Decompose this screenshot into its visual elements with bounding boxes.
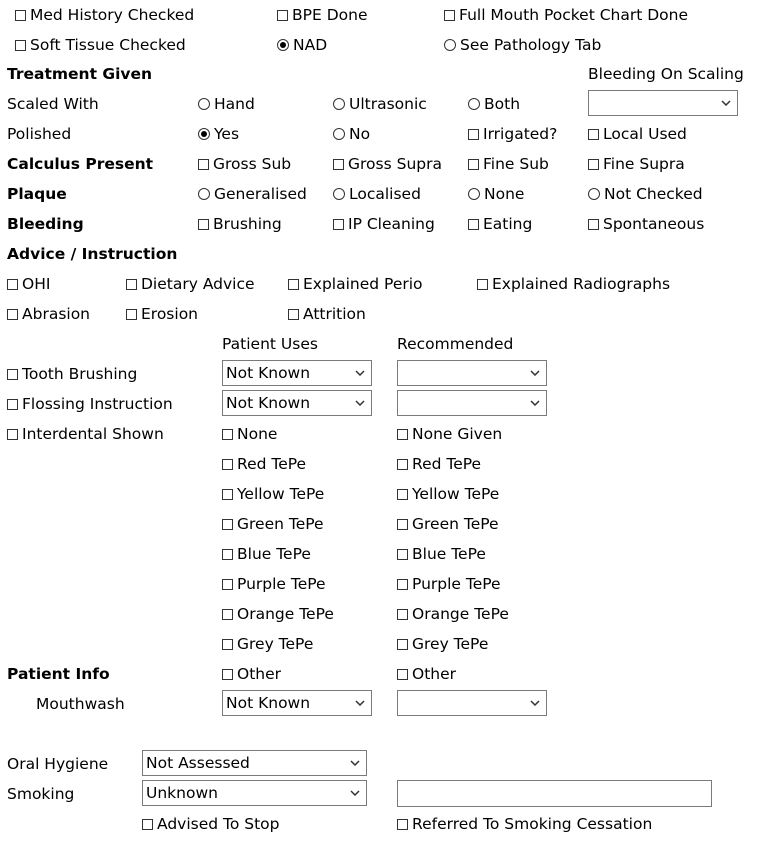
checkbox-icon — [333, 219, 344, 230]
dietary-label: Dietary Advice — [141, 275, 255, 293]
checkbox-icon — [277, 10, 288, 21]
checkbox-icon — [397, 549, 408, 560]
patient-uses-header: Patient Uses — [222, 335, 318, 353]
oral-hygiene-label: Oral Hygiene — [7, 755, 109, 773]
interdental-label: Interdental Shown — [22, 425, 164, 443]
not-checked-label: Not Checked — [604, 185, 703, 203]
bpe-done-checkbox[interactable] — [277, 6, 367, 24]
tooth-brushing-uses-select[interactable] — [222, 360, 372, 386]
rec-red-tepe-checkbox[interactable] — [397, 455, 481, 473]
uses-orange-tepe-checkbox[interactable] — [222, 605, 334, 623]
rec-blue-tepe-checkbox[interactable] — [397, 545, 486, 563]
tooth-brushing-rec-select[interactable] — [397, 360, 547, 386]
radio-icon — [333, 98, 345, 110]
calculus-present-label: Calculus Present — [7, 155, 154, 173]
checkbox-icon — [288, 279, 299, 290]
radio-icon — [468, 98, 480, 110]
uses-item-label: Orange TePe — [237, 605, 334, 623]
attrition-label: Attrition — [303, 305, 366, 323]
full-mouth-label: Full Mouth Pocket Chart Done — [459, 6, 689, 24]
checkbox-icon — [588, 159, 599, 170]
mouthwash-rec-select[interactable] — [397, 690, 547, 716]
smoking-select[interactable] — [142, 780, 367, 806]
scaled-with-label: Scaled With — [7, 95, 99, 113]
erosion-label: Erosion — [141, 305, 198, 323]
checkbox-icon — [397, 489, 408, 500]
checkbox-icon — [222, 549, 233, 560]
gross-supra-checkbox[interactable] — [333, 155, 442, 173]
rec-item-label: Green TePe — [412, 515, 499, 533]
spontaneous-checkbox[interactable] — [588, 215, 704, 233]
uses-item-label: Green TePe — [237, 515, 324, 533]
radio-icon — [333, 188, 345, 200]
checkbox-icon — [588, 129, 599, 140]
chevron-down-icon — [350, 781, 360, 805]
explained-radiographs-label: Explained Radiographs — [492, 275, 671, 293]
mouthwash-uses-select[interactable] — [222, 690, 372, 716]
smoking-label: Smoking — [7, 785, 75, 803]
checkbox-icon — [397, 639, 408, 650]
checkbox-icon — [15, 40, 26, 51]
brushing-checkbox[interactable] — [198, 215, 282, 233]
uses-item-label: Yellow TePe — [237, 485, 325, 503]
radio-icon — [198, 98, 210, 110]
flossing-uses-value: Not Known — [226, 394, 311, 412]
radio-icon — [333, 128, 345, 140]
treatment-given-heading: Treatment Given — [7, 65, 153, 83]
uses-none-checkbox[interactable] — [222, 425, 277, 443]
uses-yellow-tepe-checkbox[interactable] — [222, 485, 324, 503]
mouthwash-label: Mouthwash — [36, 695, 125, 713]
plaque-none-label: None — [484, 185, 525, 203]
flossing-rec-select[interactable] — [397, 390, 547, 416]
checkbox-icon — [333, 159, 344, 170]
soft-tissue-label: Soft Tissue Checked — [30, 36, 186, 54]
rec-item-label: Red TePe — [412, 455, 482, 473]
no-label: No — [349, 125, 371, 143]
gross-sub-label: Gross Sub — [213, 155, 292, 173]
checkbox-icon — [397, 669, 408, 680]
full-mouth-checkbox[interactable] — [444, 6, 688, 24]
checkbox-icon — [7, 399, 18, 410]
spontaneous-label: Spontaneous — [603, 215, 705, 233]
uses-item-label: None — [237, 425, 278, 443]
not-checked-radio[interactable] — [588, 185, 703, 203]
erosion-checkbox[interactable] — [126, 305, 198, 323]
chevron-down-icon — [350, 751, 360, 775]
rec-none-given-checkbox[interactable] — [397, 425, 502, 443]
checkbox-icon — [7, 369, 18, 380]
chevron-down-icon — [355, 361, 365, 385]
rec-item-label: Orange TePe — [412, 605, 509, 623]
mouthwash-uses-value: Not Known — [226, 694, 311, 712]
explained-perio-checkbox[interactable] — [288, 275, 423, 293]
gross-supra-label: Gross Supra — [348, 155, 442, 173]
checkbox-icon — [397, 579, 408, 590]
radio-icon — [468, 188, 480, 200]
oral-hygiene-value: Not Assessed — [146, 754, 250, 772]
rec-item-label: Grey TePe — [412, 635, 489, 653]
checkbox-icon — [468, 129, 479, 140]
checkbox-icon — [222, 669, 233, 680]
rec-green-tepe-checkbox[interactable] — [397, 515, 499, 533]
bleeding-on-scaling-label: Bleeding On Scaling — [588, 65, 744, 83]
chevron-down-icon — [721, 91, 731, 115]
abrasion-checkbox[interactable] — [7, 305, 90, 323]
checkbox-icon — [468, 159, 479, 170]
local-used-checkbox[interactable] — [588, 125, 687, 143]
checkbox-icon — [7, 309, 18, 320]
tooth-brushing-label: Tooth Brushing — [22, 365, 138, 383]
ip-cleaning-checkbox[interactable] — [333, 215, 435, 233]
flossing-checkbox[interactable] — [7, 395, 173, 413]
smoking-notes-input[interactable] — [397, 780, 712, 807]
hand-radio[interactable] — [198, 95, 255, 113]
checkbox-icon — [397, 519, 408, 530]
polished-label: Polished — [7, 125, 72, 143]
rec-other-checkbox[interactable] — [397, 665, 456, 683]
rec-item-label: Other — [412, 665, 457, 683]
checkbox-icon — [477, 279, 488, 290]
checkbox-icon — [222, 579, 233, 590]
localised-label: Localised — [349, 185, 421, 203]
uses-red-tepe-checkbox[interactable] — [222, 455, 306, 473]
radio-icon — [444, 39, 456, 51]
tooth-brushing-uses-value: Not Known — [226, 364, 311, 382]
plaque-none-radio[interactable] — [468, 185, 524, 203]
polished-yes-radio[interactable] — [198, 125, 239, 143]
checkbox-icon — [222, 459, 233, 470]
oral-hygiene-select[interactable] — [142, 750, 367, 776]
irrigated-label: Irrigated? — [483, 125, 558, 143]
ip-cleaning-label: IP Cleaning — [348, 215, 435, 233]
uses-purple-tepe-checkbox[interactable] — [222, 575, 326, 593]
rec-item-label: Blue TePe — [412, 545, 486, 563]
tooth-brushing-checkbox[interactable] — [7, 365, 137, 383]
checkbox-icon — [198, 219, 209, 230]
bpe-done-label: BPE Done — [292, 6, 368, 24]
checkbox-icon — [7, 279, 18, 290]
rec-orange-tepe-checkbox[interactable] — [397, 605, 509, 623]
rec-yellow-tepe-checkbox[interactable] — [397, 485, 499, 503]
explained-radiographs-checkbox[interactable] — [477, 275, 670, 293]
explained-perio-label: Explained Perio — [303, 275, 423, 293]
both-label: Both — [484, 95, 521, 113]
checkbox-icon — [397, 819, 408, 830]
checkbox-icon — [222, 489, 233, 500]
rec-item-label: Purple TePe — [412, 575, 501, 593]
local-used-label: Local Used — [603, 125, 687, 143]
chevron-down-icon — [530, 691, 540, 715]
checkbox-icon — [198, 159, 209, 170]
patient-info-heading: Patient Info — [7, 665, 110, 683]
ohi-checkbox[interactable] — [7, 275, 50, 293]
checkbox-icon — [7, 429, 18, 440]
referred-checkbox[interactable] — [397, 815, 652, 833]
uses-green-tepe-checkbox[interactable] — [222, 515, 324, 533]
ultrasonic-label: Ultrasonic — [349, 95, 427, 113]
gross-sub-checkbox[interactable] — [198, 155, 291, 173]
uses-item-label: Other — [237, 665, 282, 683]
radio-selected-icon — [277, 39, 289, 51]
see-pathology-label: See Pathology Tab — [460, 36, 602, 54]
uses-other-checkbox[interactable] — [222, 665, 281, 683]
rec-purple-tepe-checkbox[interactable] — [397, 575, 501, 593]
nad-label: NAD — [293, 36, 328, 54]
eating-checkbox[interactable] — [468, 215, 532, 233]
bleeding-label: Bleeding — [7, 215, 84, 233]
hand-label: Hand — [214, 95, 255, 113]
dietary-checkbox[interactable] — [126, 275, 255, 293]
fine-supra-checkbox[interactable] — [588, 155, 685, 173]
checkbox-icon — [222, 609, 233, 620]
rec-item-label: Yellow TePe — [412, 485, 500, 503]
yes-label: Yes — [214, 125, 240, 143]
localised-radio[interactable] — [333, 185, 421, 203]
checkbox-icon — [222, 429, 233, 440]
fine-supra-label: Fine Supra — [603, 155, 685, 173]
med-history-checkbox[interactable] — [15, 6, 194, 24]
fine-sub-checkbox[interactable] — [468, 155, 549, 173]
flossing-uses-select[interactable] — [222, 390, 372, 416]
advised-to-stop-checkbox[interactable] — [142, 815, 280, 833]
checkbox-icon — [397, 429, 408, 440]
checkbox-icon — [468, 219, 479, 230]
checkbox-icon — [397, 609, 408, 620]
checkbox-icon — [15, 10, 26, 21]
flossing-label: Flossing Instruction — [22, 395, 173, 413]
uses-item-label: Red TePe — [237, 455, 307, 473]
advice-heading: Advice / Instruction — [7, 245, 178, 263]
rec-item-label: None Given — [412, 425, 503, 443]
checkbox-icon — [142, 819, 153, 830]
radio-icon — [198, 188, 210, 200]
smoking-value: Unknown — [146, 784, 218, 802]
checkbox-icon — [222, 639, 233, 650]
eating-label: Eating — [483, 215, 533, 233]
chevron-down-icon — [530, 391, 540, 415]
soft-tissue-checkbox[interactable] — [15, 36, 186, 54]
both-radio[interactable] — [468, 95, 520, 113]
abrasion-label: Abrasion — [22, 305, 91, 323]
bleeding-on-scaling-select[interactable] — [588, 90, 738, 116]
radio-selected-icon — [198, 128, 210, 140]
fine-sub-label: Fine Sub — [483, 155, 549, 173]
uses-grey-tepe-checkbox[interactable] — [222, 635, 313, 653]
chevron-down-icon — [355, 691, 365, 715]
brushing-label: Brushing — [213, 215, 282, 233]
chevron-down-icon — [530, 361, 540, 385]
checkbox-icon — [126, 279, 137, 290]
checkbox-icon — [444, 10, 455, 21]
ultrasonic-radio[interactable] — [333, 95, 427, 113]
uses-item-label: Blue TePe — [237, 545, 311, 563]
polished-no-radio[interactable] — [333, 125, 370, 143]
checkbox-icon — [588, 219, 599, 230]
uses-item-label: Grey TePe — [237, 635, 314, 653]
checkbox-icon — [288, 309, 299, 320]
referred-label: Referred To Smoking Cessation — [412, 815, 653, 833]
generalised-label: Generalised — [214, 185, 307, 203]
chevron-down-icon — [355, 391, 365, 415]
checkbox-icon — [397, 459, 408, 470]
checkbox-icon — [222, 519, 233, 530]
radio-icon — [588, 188, 600, 200]
ohi-label: OHI — [22, 275, 51, 293]
interdental-checkbox[interactable] — [7, 425, 164, 443]
attrition-checkbox[interactable] — [288, 305, 366, 323]
recommended-header: Recommended — [397, 335, 514, 353]
plaque-label: Plaque — [7, 185, 67, 203]
generalised-radio[interactable] — [198, 185, 307, 203]
med-history-label: Med History Checked — [30, 6, 195, 24]
advised-to-stop-label: Advised To Stop — [157, 815, 280, 833]
see-pathology-radio[interactable] — [444, 36, 601, 54]
checkbox-icon — [126, 309, 137, 320]
uses-item-label: Purple TePe — [237, 575, 326, 593]
uses-blue-tepe-checkbox[interactable] — [222, 545, 311, 563]
irrigated-checkbox[interactable] — [468, 125, 557, 143]
rec-grey-tepe-checkbox[interactable] — [397, 635, 488, 653]
nad-radio[interactable] — [277, 36, 327, 54]
